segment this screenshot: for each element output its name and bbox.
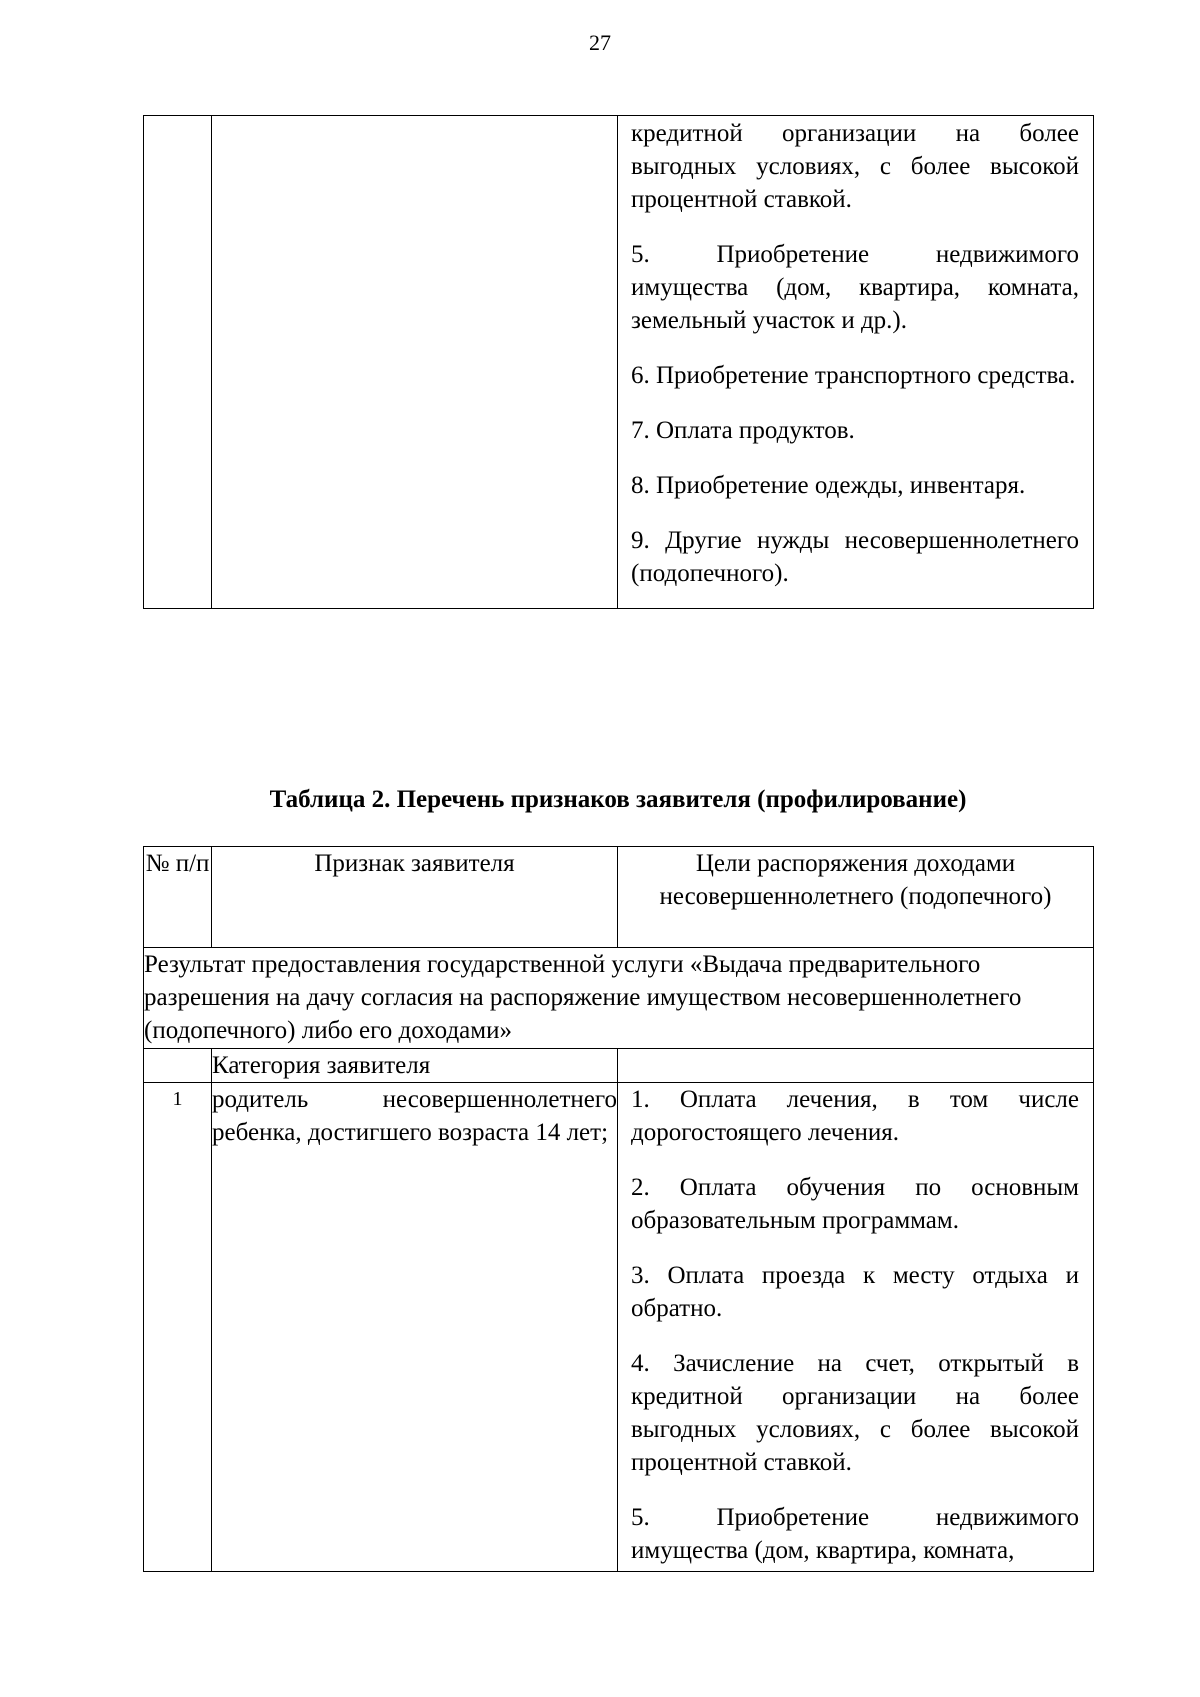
goal-item: 5. Приобретение недвижимого имущества (дом, квартира, комната, [631, 1504, 1079, 1564]
goal-item: 3. Оплата проезда к месту отдыха и обратно. [631, 1262, 1079, 1322]
table-2-title: Таблица 2. Перечень признаков заявителя (профилирование) [269, 786, 967, 813]
header-goals: Цели распоряжения доходами несовершеннолетнего (подопечного) [618, 847, 1094, 948]
table-1-continuation [143, 115, 1094, 609]
category-row [144, 1049, 1094, 1083]
goal-item: 1. Оплата лечения, в том числе дорогостоящего лечения. [631, 1086, 1079, 1146]
category-label: Категория заявителя [212, 1049, 618, 1083]
goal-item: кредитной организации на более выгодных условиях, с более высокой процентной ставкой. [631, 120, 1079, 213]
header-number: № п/п [144, 847, 212, 948]
page-number: 27 [589, 30, 611, 55]
category-empty-cell [618, 1049, 1094, 1083]
table-row [144, 116, 1094, 609]
header-sign: Признак заявителя [212, 847, 618, 948]
table-2 [143, 846, 1094, 1572]
goal-item: 2. Оплата обучения по основным образовательным программам. [631, 1174, 1079, 1234]
table-row [144, 1083, 1094, 1572]
table-header-row [144, 847, 1094, 948]
row-number: 1 [144, 1083, 212, 1572]
goal-item: 8. Приобретение одежды, инвентаря. [631, 472, 1026, 499]
table-cell-goals [618, 116, 1094, 609]
goal-item: 4. Зачисление на счет, открытый в кредитной организации на более выгодных условиях, с более высокой процентной ставкой. [631, 1350, 1079, 1476]
goal-item: 9. Другие нужды несовершеннолетнего (подопечного). [631, 527, 1079, 587]
applicant-sign: родитель несовершеннолетнего ребенка, достигшего возраста 14 лет; [212, 1083, 618, 1572]
goal-item: 6. Приобретение транспортного средства. [631, 362, 1076, 389]
table-cell-sign [212, 116, 618, 609]
goal-item: 7. Оплата продуктов. [631, 417, 855, 444]
applicant-goals [618, 1083, 1094, 1572]
result-row [144, 948, 1094, 1049]
service-result-text: Результат предоставления государственной услуги «Выдача предварительного разрешения на дачу согласия на распоряжение имуществом несовершеннолетнего (подопечного) либо его доходами» [144, 948, 1094, 1049]
goal-item: 5. Приобретение недвижимого имущества (дом, квартира, комната, земельный участок и др.). [631, 241, 1079, 334]
category-empty-cell [144, 1049, 212, 1083]
table-cell-number [144, 116, 212, 609]
